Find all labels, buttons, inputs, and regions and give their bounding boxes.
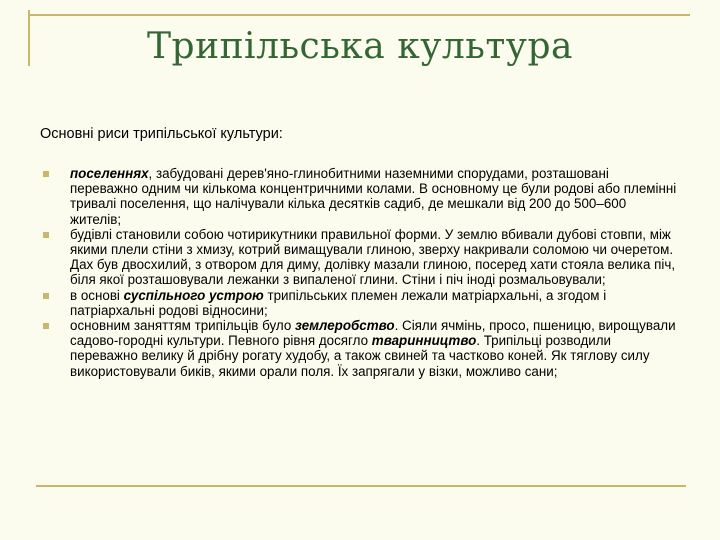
bullet-text: [70, 318, 676, 379]
body-text: . Сіяли ячмінь, просо, пшеницю, вирощували садово-городні культури. Певного рівня досягло: [70, 318, 676, 349]
bullet-item: [40, 318, 680, 379]
bullet-text: [70, 288, 606, 318]
body-text: . Трипільці розводили переважно велику й дрібну рогату худобу, а також свиней та частково коней. Як тяглову силу використовували биків, якими орали поля. Їх запрягали у візки, можливо сани;: [70, 333, 650, 379]
frame-bottom-line: [36, 485, 686, 487]
bullet-text: [70, 227, 675, 288]
bullet-item: [40, 166, 680, 227]
body-text: основним заняттям трипільців було: [70, 318, 296, 334]
square-bullet-icon: [43, 171, 49, 177]
square-bullet-icon: [43, 323, 49, 329]
emphasis-text: землеробство: [295, 318, 395, 334]
slide-title: Трипільська культура: [147, 26, 573, 67]
frame-top-line: [28, 14, 690, 16]
body-text: , забудовані дерев'яно-глинобитними наземними спорудами, розташовані переважно одним чи кількома концентричними колами. В основному це були родові або племінні тривалі поселення, що налічували кілька десятків садиб, де мешкали від 200 до 500–600 жителів;: [70, 166, 677, 227]
square-bullet-icon: [43, 232, 49, 238]
bullet-item: [40, 288, 680, 318]
emphasis-text: тваринництво: [371, 333, 477, 349]
body-text: в основі: [70, 287, 124, 303]
body-text: будівлі становили собою чотирикутники правильної форми. У землю вбивали дубові стовпи, між якими плели стіни з хмизу, котрий вимащували глиною, зверху накривали соломою чи очеретом. Дах був двосхилий, з отвором для диму, долівку мазали глиною, посеред хати стояла велика піч, біля якої розташовували лежанки з випаленої глини. Стіни і піч іноді розмальовували;: [70, 226, 676, 288]
bullet-list: [40, 166, 680, 379]
bullet-item: [40, 227, 680, 288]
bullet-text: [70, 166, 676, 227]
body-text: трипільських племен лежали матріархальні, а згодом і патріархальні родові відносини;: [70, 287, 607, 318]
emphasis-text: суспільного устрою: [123, 287, 264, 303]
slide-subtitle: Основні риси трипільської культури:: [40, 126, 283, 142]
square-bullet-icon: [43, 293, 49, 299]
emphasis-text: поселеннях: [70, 166, 149, 181]
